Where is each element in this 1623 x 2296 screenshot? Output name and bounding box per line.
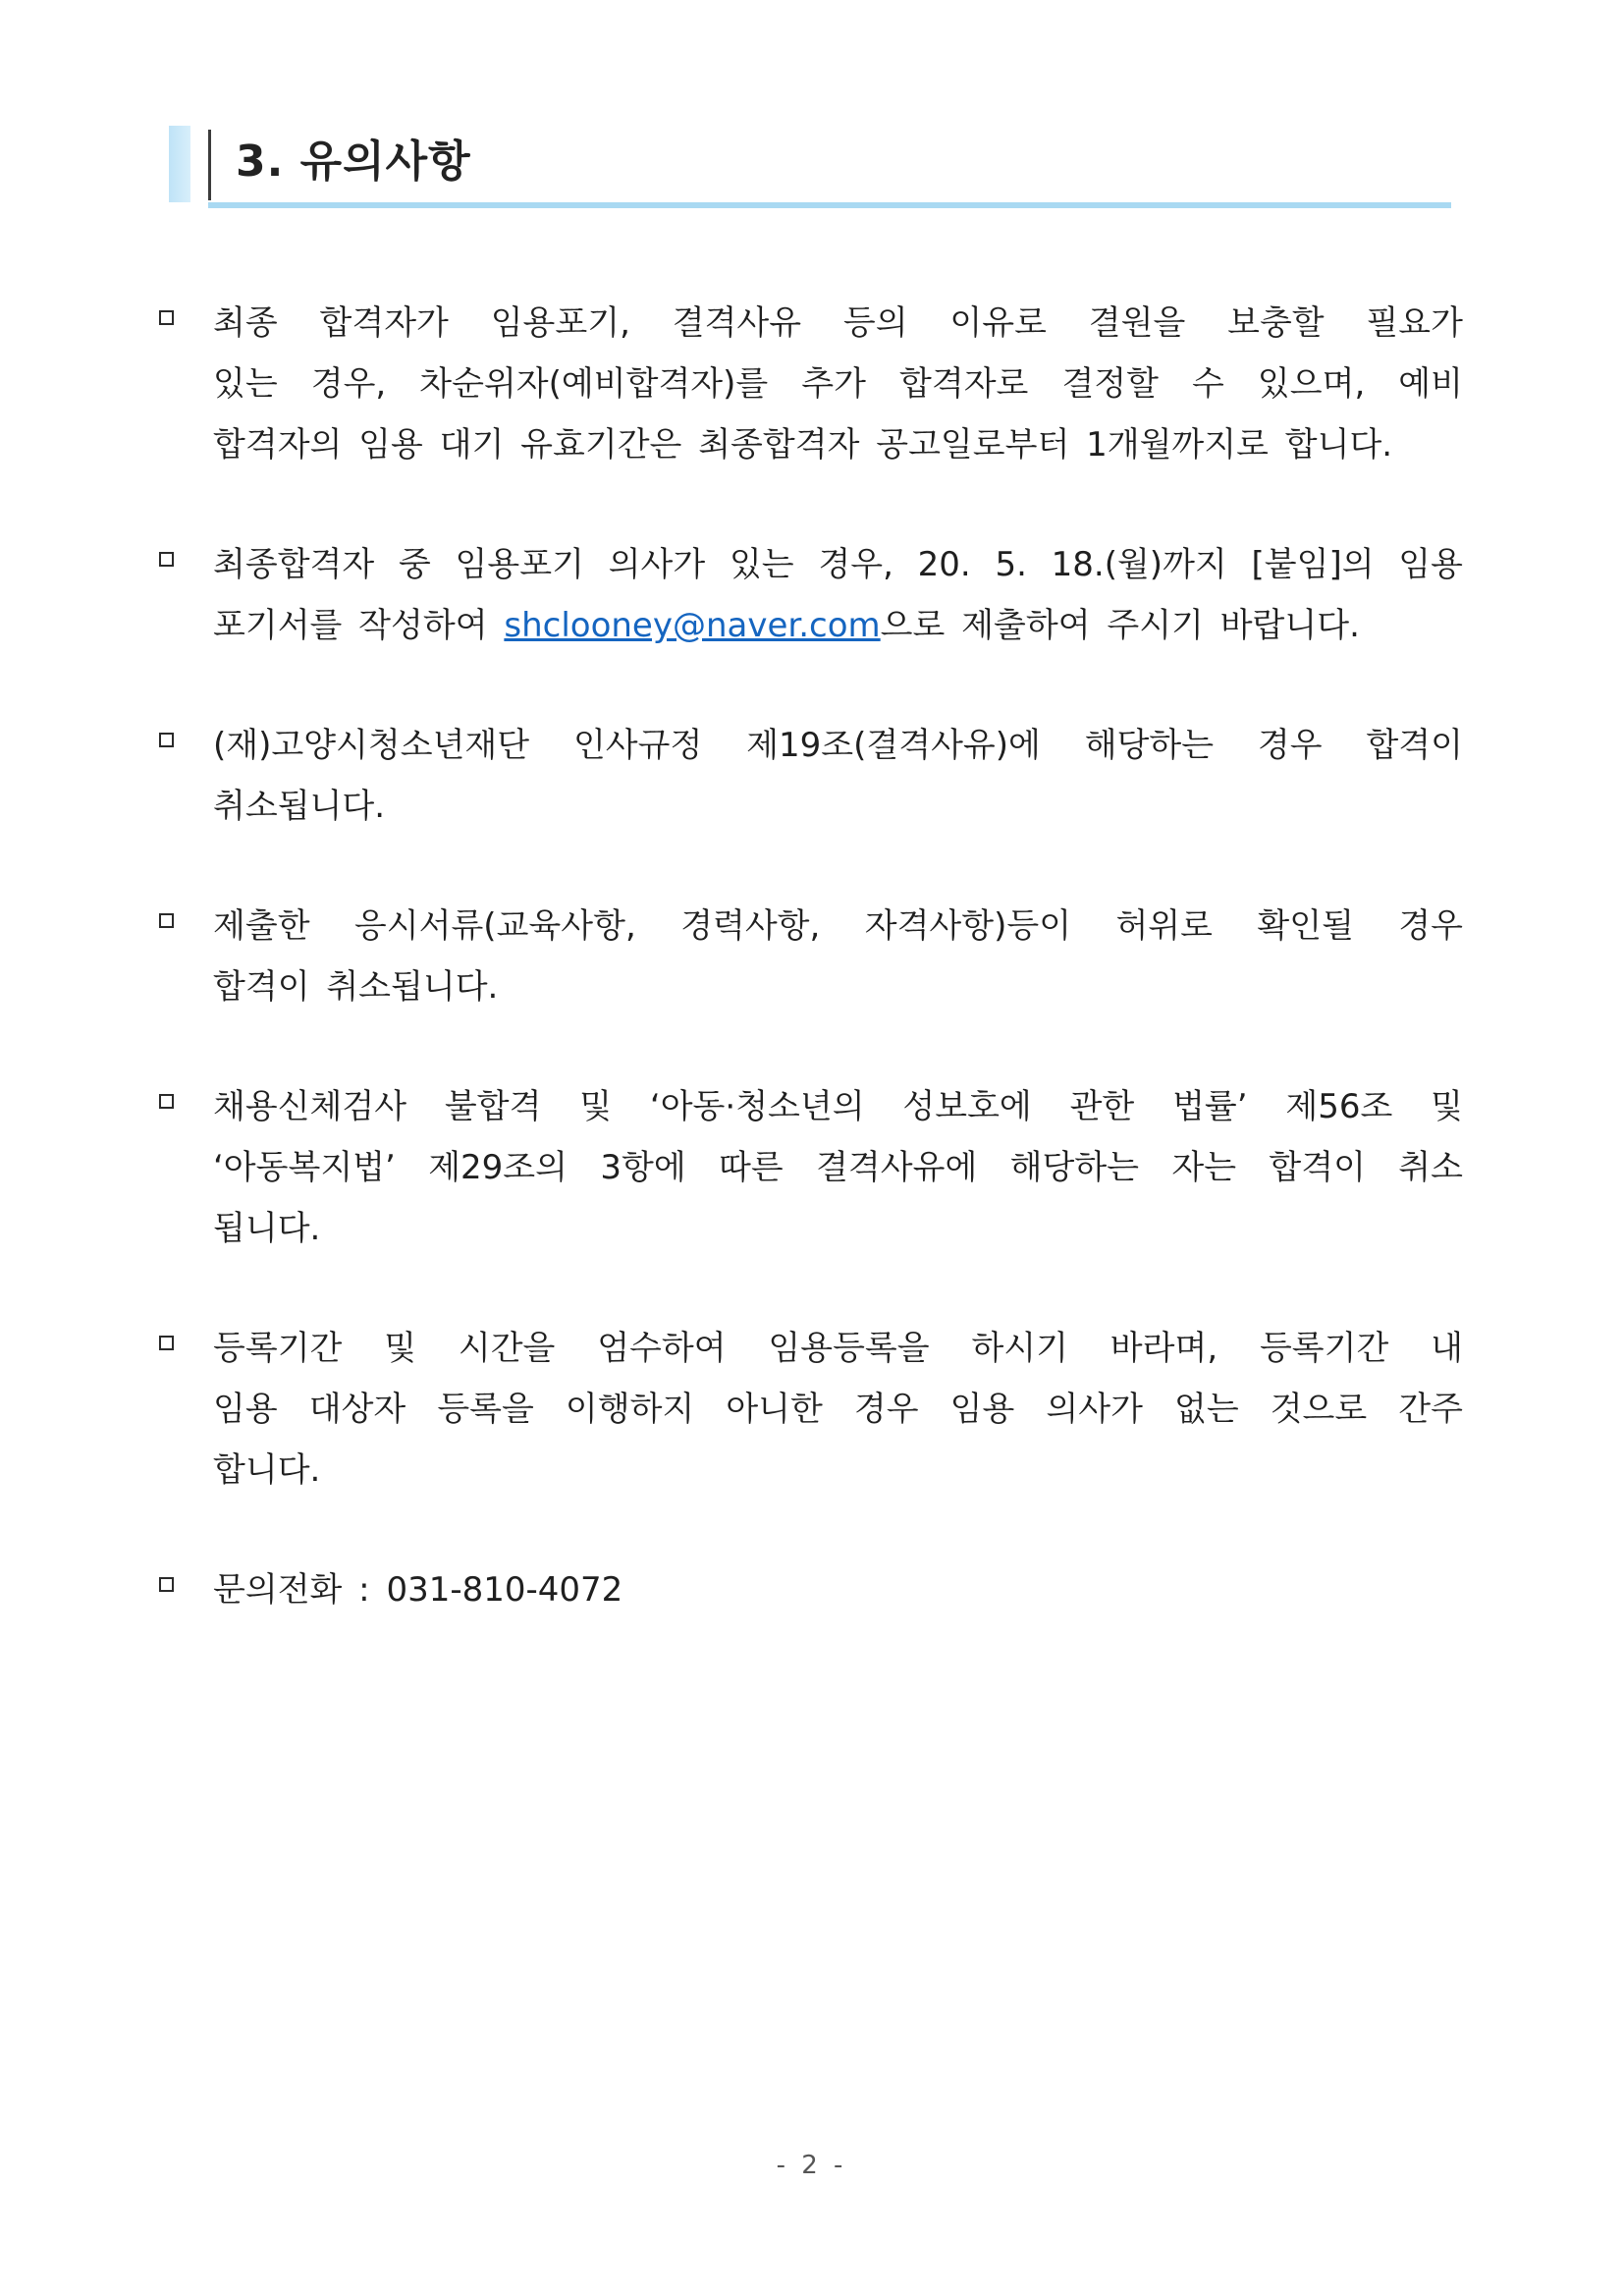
checkbox-bullet-icon [159, 913, 174, 928]
notice-item-disqualification [159, 715, 1463, 837]
notice-line: 채용신체검사 불합격 및 ‘아동·청소년의 성보호에 관한 법률’ 제56조 및 [213, 1087, 1463, 1126]
notice-line: (재)고양시청소년재단 인사규정 제19조(결격사유)에 해당하는 경우 합격이 [213, 726, 1463, 765]
notice-text [213, 896, 1463, 1017]
section-title: 3. 유의사항 [236, 137, 471, 187]
checkbox-bullet-icon [159, 1577, 174, 1592]
notice-item-reserve [159, 293, 1463, 475]
notice-text [213, 715, 1463, 837]
contact-phone: 문의전화 : 031-810-4072 [213, 1570, 623, 1610]
notice-item-contact [159, 1559, 1463, 1620]
notice-item-false-documents [159, 896, 1463, 1017]
notice-line: 제출한 응시서류(교육사항, 경력사항, 자격사항)등이 허위로 확인될 경우 [213, 906, 1463, 946]
notice-line: 합격이 취소됩니다. [213, 967, 499, 1007]
notice-line: 등록기간 및 시간을 엄수하여 임용등록을 하시기 바라며, 등록기간 내 [213, 1329, 1463, 1368]
notice-line: ‘아동복지법’ 제29조의 3항에 따른 결격사유에 해당하는 자는 합격이 취소 [213, 1148, 1463, 1187]
notice-text [213, 1559, 1463, 1620]
checkbox-bullet-icon [159, 552, 174, 567]
notice-line: 임용 대상자 등록을 이행하지 아니한 경우 임용 의사가 없는 것으로 간주 [213, 1390, 1463, 1429]
email-link[interactable]: shclooney@naver.com [504, 606, 881, 645]
notice-line-start: 포기서를 작성하여 [213, 606, 505, 645]
header-divider [208, 130, 211, 200]
notice-text [213, 293, 1463, 475]
checkbox-bullet-icon [159, 310, 174, 325]
notice-line-end: 으로 제출하여 주시기 바랍니다. [880, 606, 1360, 645]
header-accent-bar [169, 126, 190, 202]
notice-item-withdrawal [159, 534, 1463, 656]
notice-text [213, 1318, 1463, 1501]
notice-line: 최종합격자 중 임용포기 의사가 있는 경우, 20. 5. 18.(월)까지 [붙임]의 임용 [213, 545, 1463, 584]
notice-line: 최종 합격자가 임용포기, 결격사유 등의 이유로 결원을 보충할 필요가 [213, 303, 1463, 343]
notice-list [159, 293, 1463, 1679]
page-number: - 2 - [776, 2151, 847, 2180]
header-underline [208, 202, 1451, 208]
notice-item-health-check [159, 1076, 1463, 1259]
notice-item-registration [159, 1318, 1463, 1501]
notice-text [213, 1076, 1463, 1259]
section-header [169, 116, 1455, 214]
checkbox-bullet-icon [159, 1094, 174, 1109]
notice-line: 됩니다. [213, 1209, 321, 1248]
notice-text [213, 534, 1463, 656]
checkbox-bullet-icon [159, 1336, 174, 1350]
notice-line [213, 595, 1463, 656]
checkbox-bullet-icon [159, 733, 174, 747]
notice-line: 합니다. [213, 1450, 321, 1490]
notice-line: 있는 경우, 차순위자(예비합격자)를 추가 합격자로 결정할 수 있으며, 예비 [213, 364, 1463, 404]
notice-line: 합격자의 임용 대기 유효기간은 최종합격자 공고일로부터 1개월까지로 합니다. [213, 425, 1393, 465]
notice-line: 취소됩니다. [213, 787, 386, 826]
